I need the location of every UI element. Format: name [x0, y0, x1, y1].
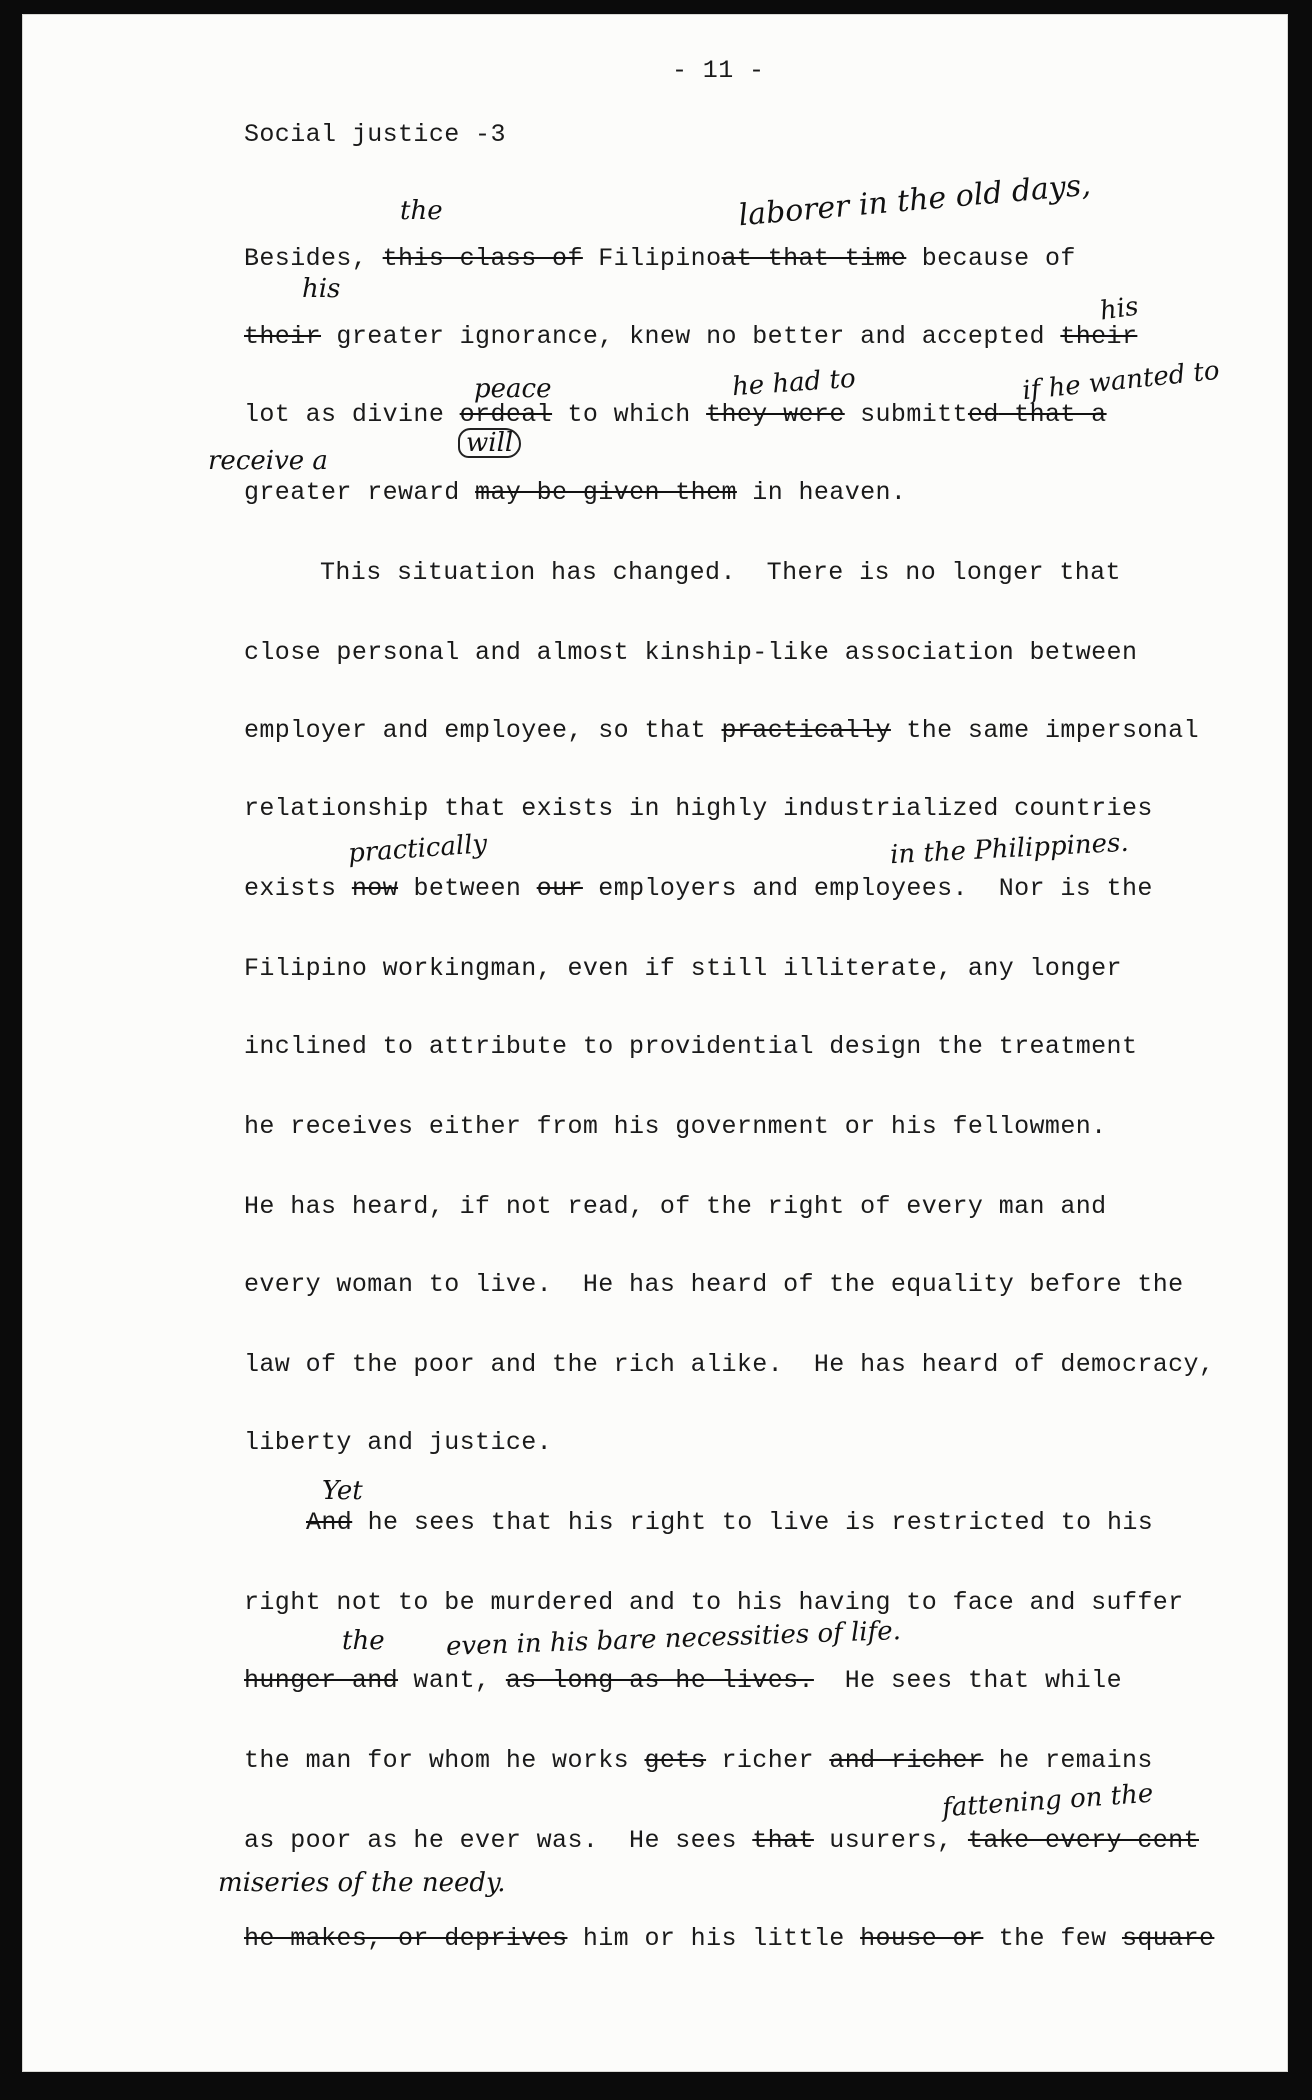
- struck-text: ordeal: [459, 400, 553, 429]
- text-segment: because of: [906, 244, 1076, 273]
- text-segment: in heaven.: [736, 478, 907, 507]
- struck-text: gets: [644, 1746, 707, 1775]
- struck-text: that: [752, 1826, 814, 1855]
- struck-text: now: [351, 874, 399, 903]
- struck-text: at that time: [721, 244, 907, 273]
- circled-word: will: [458, 428, 521, 458]
- text-segment: as poor as he ever was. He sees: [244, 1826, 753, 1855]
- text-segment: greater ignorance, knew no better and accepted: [321, 322, 1061, 351]
- text-segment: greater reward: [244, 478, 476, 507]
- handwritten-peace: peace: [474, 374, 552, 404]
- text-segment: employers and employees. Nor is the: [582, 874, 1153, 903]
- text-segment: exists: [244, 874, 352, 903]
- text-line: [244, 402, 1107, 427]
- struck-text: our: [536, 874, 583, 903]
- handwritten-if-he-wanted-to: if he wanted to: [1020, 355, 1221, 407]
- text-line: [244, 1926, 1214, 1951]
- page-header: Social justice -3: [244, 120, 506, 149]
- text-line: [244, 480, 906, 505]
- struck-text: may be given them: [475, 478, 737, 507]
- text-segment: richer: [706, 1746, 830, 1775]
- handwritten-receive-a: receive a: [208, 446, 328, 476]
- text-segment: he remains: [983, 1746, 1153, 1775]
- text-line: [244, 718, 1199, 743]
- struck-text: take every cent: [967, 1826, 1199, 1855]
- text-line: This situation has changed. There is no longer that: [320, 558, 1121, 587]
- text-line: [244, 1668, 1122, 1693]
- struck-text: practically: [721, 716, 891, 745]
- page-number: - 11 -: [672, 56, 765, 85]
- text-line: [306, 1510, 1153, 1535]
- text-line: [244, 876, 1153, 901]
- text-line: [244, 1828, 1199, 1853]
- text-line: He has heard, if not read, of the right of every man and: [244, 1192, 1107, 1221]
- handwritten-his: his: [1098, 291, 1141, 327]
- text-line: every woman to live. He has heard of the equality before the: [244, 1270, 1184, 1299]
- struck-text: he makes, or deprives: [244, 1924, 568, 1953]
- text-segment: He sees that while: [813, 1666, 1122, 1695]
- text-line: liberty and justice.: [244, 1428, 553, 1457]
- text-segment: him or his little: [567, 1924, 861, 1953]
- text-segment: to which: [552, 400, 707, 429]
- struck-text: And: [306, 1508, 353, 1537]
- text-line: close personal and almost kinship-like association between: [244, 638, 1138, 667]
- text-segment: lot as divine: [244, 400, 460, 429]
- struck-text: ed: [967, 400, 999, 429]
- handwritten-will: [458, 428, 521, 458]
- struck-text: that a: [998, 400, 1107, 429]
- text-line: law of the poor and the rich alike. He has heard of democracy,: [244, 1350, 1215, 1379]
- document-page: [22, 14, 1288, 2072]
- handwritten-bare-necessities: even in his bare necessities of life.: [445, 1616, 902, 1662]
- text-segment: the same impersonal: [890, 716, 1199, 745]
- text-line: [244, 246, 1076, 271]
- text-line: inclined to attribute to providential design the treatment: [244, 1032, 1138, 1061]
- handwritten-miseries: miseries of the needy.: [218, 1868, 506, 1898]
- text-segment: Besides,: [244, 244, 383, 273]
- text-line: he receives either from his government or his fellowmen.: [244, 1112, 1107, 1141]
- text-line: [244, 324, 1137, 349]
- struck-text: house or: [860, 1924, 984, 1953]
- text-segment: the few: [983, 1924, 1122, 1953]
- handwritten-the: the: [342, 1626, 385, 1656]
- text-line: Filipino workingman, even if still illiterate, any longer: [244, 954, 1122, 983]
- struck-text: their: [1060, 322, 1138, 351]
- struck-text: their: [244, 322, 322, 351]
- text-segment: employer and employee, so that: [244, 716, 722, 745]
- handwritten-laborer-old-days: laborer in the old days,: [737, 167, 1093, 234]
- text-segment: usurers,: [813, 1826, 968, 1855]
- text-segment: between: [398, 874, 537, 903]
- text-segment: submitt: [844, 400, 968, 429]
- text-line: [244, 1748, 1153, 1773]
- handwritten-he-had-to: he had to: [731, 363, 857, 403]
- handwritten-fattening: fattening on the: [941, 1778, 1155, 1824]
- text-line: right not to be murdered and to his having to face and suffer: [244, 1588, 1184, 1617]
- struck-text: this class of: [382, 244, 583, 273]
- struck-text: square: [1121, 1924, 1215, 1953]
- struck-text: and richer: [829, 1746, 984, 1775]
- struck-text: as long as he lives.: [505, 1666, 814, 1695]
- handwritten-his: his: [302, 274, 341, 304]
- handwritten-in-the-philippines: in the Philippines.: [889, 827, 1130, 871]
- text-segment: he sees that his right to live is restricted to his: [352, 1508, 1154, 1537]
- text-segment: want,: [398, 1666, 506, 1695]
- struck-text: hunger and: [244, 1666, 399, 1695]
- text-line: relationship that exists in highly industrialized countries: [244, 794, 1153, 823]
- handwritten-yet: Yet: [322, 1476, 363, 1506]
- text-segment: Filipino: [582, 244, 722, 273]
- handwritten-practically: practically: [347, 829, 489, 869]
- struck-text: they were: [706, 400, 845, 429]
- text-segment: the man for whom he works: [244, 1746, 645, 1775]
- handwritten-the: the: [400, 196, 443, 226]
